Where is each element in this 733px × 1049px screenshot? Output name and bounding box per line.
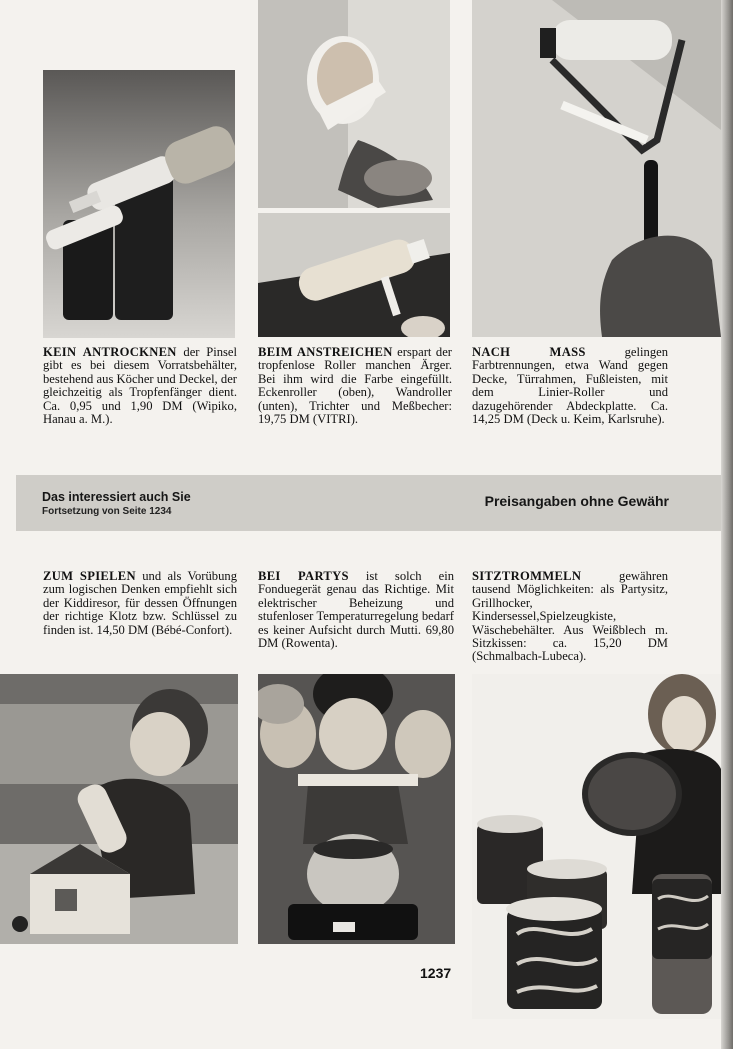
caption-lead: BEI PARTYS xyxy=(258,569,349,583)
band-subtitle: Fortsetzung von Seite 1234 xyxy=(42,506,172,517)
page-edge xyxy=(721,0,733,1049)
caption-sitztrommeln xyxy=(472,570,668,664)
caption-lead: NACH MASS xyxy=(472,345,586,359)
band-price-note: Preisangaben ohne Gewähr xyxy=(484,493,669,509)
caption-body: gelingen Farbtrennungen, etwa Wand gegen Decke, Türrahmen, Fußleisten, mit dem Linier-Roller und dazugehörender Abdeckplatte. Ca. 14,25 DM (Deck u. Keim, Karlsruhe). xyxy=(472,345,668,427)
caption-lead: ZUM SPIELEN xyxy=(43,569,136,583)
band-title: Das interessiert auch Sie xyxy=(42,490,191,504)
caption-body: gewähren tausend Möglichkeiten: als Partysitz, Grillhocker, Kindersessel,Spielzeugkiste, Wäschebehälter. Aus Weißblech m. Sitzkissen: ca. 15,20 DM (Schmalbach-Lubeca). xyxy=(472,569,668,664)
photo-child-toy xyxy=(0,674,238,944)
page-number: 1237 xyxy=(420,965,452,981)
caption-lead: KEIN ANTROCKNEN xyxy=(43,345,177,359)
section-band xyxy=(16,475,721,531)
photo-brush-holder xyxy=(43,70,235,338)
photo-liner-roller xyxy=(472,0,721,337)
caption-lead: SITZTROMMELN xyxy=(472,569,582,583)
caption-antrocknen xyxy=(43,346,237,426)
photo-corner-roller xyxy=(258,0,450,208)
caption-body: der Pinsel gibt es bei diesem Vorratsbehälter, bestehend aus Köcher und Deckel, der gleichzeitig als Tropfenfänger dient. Ca. 0,95 und 1,90 DM (Wipiko, Hanau a. M.). xyxy=(43,345,238,427)
caption-anstreichen xyxy=(258,346,452,426)
photo-fondue-kids xyxy=(258,674,455,944)
photo-wall-roller xyxy=(258,213,450,337)
caption-lead: BEIM ANSTREICHEN xyxy=(258,345,393,359)
caption-body: und als Vorübung zum logischen Denken empfiehlt sich der Kiddiresor, für dessen Öffnungen der richtige Klotz bzw. Schlüssel zu finden ist. 14,50 DM (Bébé-Confort). xyxy=(43,569,237,637)
caption-body: ist solch ein Fonduegerät genau das Richtige. Mit elektrischer Beheizung und stufenloser Temperaturregelung bedarf es keiner Aufsicht durch Mutti. 69,80 DM (Rowenta). xyxy=(258,569,454,651)
caption-body: erspart der tropfenlose Roller manchen Ärger. Bei ihm wird die Farbe eingefüllt. Eckenroller (oben), Wandroller (unten), Trichter und Meßbecher: 19,75 DM (VITRI). xyxy=(258,345,452,427)
caption-nachmass xyxy=(472,346,668,426)
caption-spielen xyxy=(43,570,237,637)
photo-seat-drums xyxy=(472,674,721,1019)
caption-partys xyxy=(258,570,454,650)
